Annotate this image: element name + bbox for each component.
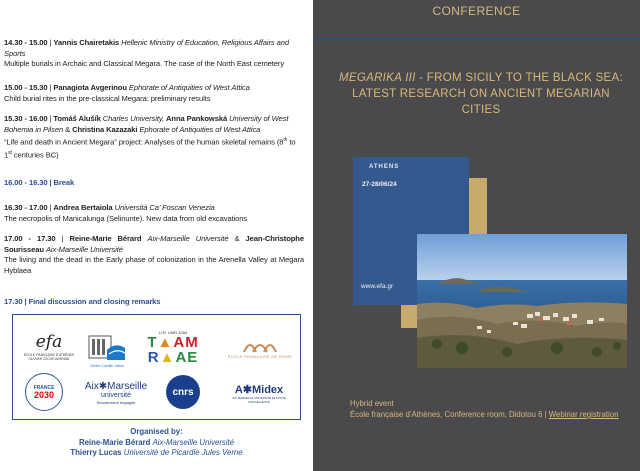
program-entry-1: 14.30 - 15.00 | Yannis Chairetakis Hellenic Ministry of Education, Religious Affairs and Sports Multiple burials in Archaic and Classical Megara. The case of the North East cemetery	[4, 38, 304, 70]
program-entry-5: 17.00 - 17.30 | Reine-Marie Bérard Aix-Marseille Université & Jean-Christophe Sourisseau Aix-Marseille Université The living and the dead in the Early phase of colonization in the Arenella Valley at Megara Hyblaea	[4, 234, 304, 275]
centre-camille-jullian-logo: Centre Camille Jullian	[85, 325, 129, 373]
program-entry-3: 15.30 - 16.00 | Tomáš Alušík Charles University, Anna Pankowská University of West Bohemia in Pilsen & Christina Kazazaki Ephorate of Antiquities of West Attica “Life and death in Ancient Megara” project: Analyses of the human skeletal remains (8th to 1st centuries BC)	[4, 114, 304, 161]
closing-label: Final discussion and closing remarks	[28, 297, 161, 306]
talk-title: The necropolis of Manicalunga (Selinunte). New data from old excavations	[4, 213, 248, 223]
speaker-name: Anna Pankowská	[166, 114, 228, 123]
program-entry-2: 15.00 - 15.30 | Panagiota Avgerinou Ephorate of Antiquities of West Attica Child burial rites in the pre-classical Megara: preliminary results	[4, 83, 304, 104]
talk-title: “Life and death in Ancient Megara” project: Analyses of the human skeletal remains (8th to 1st centuries BC)	[4, 137, 296, 160]
speaker-name: Christina Kazazaki	[72, 124, 138, 134]
speaker-affiliation: Ephorate of Antiquities of West Attica	[128, 83, 250, 92]
event-dates: 27-28/06/24	[362, 181, 397, 188]
talk-title: The living and the dead in the Early phase of colonization in the Arenella Valley at Megara Hyblaea	[4, 255, 304, 275]
conference-header: CONFERENCE	[432, 4, 521, 18]
landscape-photo	[417, 234, 627, 368]
speaker-name: Tomáš Alušík	[53, 114, 101, 123]
entry-time: 15.00 - 15.30	[4, 83, 48, 92]
closing-entry: 17.30 | Final discussion and closing remarks	[4, 297, 161, 306]
entry-time: 16.00 - 16.30	[4, 178, 48, 187]
entry-time: 14.30 - 15.00	[4, 38, 48, 47]
talk-title: Multiple burials in Archaic and Classical Megara. The case of the North East cemetery	[4, 59, 285, 68]
organised-heading: Organised by:	[130, 427, 183, 436]
speaker-affiliation: Hellenic Ministry of Education, Religious Affairs and Sports	[4, 38, 290, 58]
program-entry-4: 16.30 - 17.00 | Andrea Bertaiola Università Ca’ Foscari Venezia The necropolis of Manicalunga (Selinunte). New data from old excavations	[4, 203, 304, 224]
speaker-affiliation: Aix-Marseille Université	[45, 244, 123, 254]
speaker-name: Yannis Chairetakis	[53, 38, 120, 47]
speaker-affiliation: University of West Bohemia in Pilsen	[4, 114, 289, 134]
venue-text: École française d’Athènes, Conference room, Didotou 6 |	[350, 410, 549, 419]
program-page	[0, 0, 313, 471]
organiser: Reine-Marie Bérard Aix-Marseille Université	[78, 437, 235, 447]
speaker-affiliation: Charles University,	[102, 114, 164, 123]
speaker-name: Andrea Bertaiola	[53, 203, 113, 212]
efr-logo: ÉCOLE FRANÇAISE DE ROME	[227, 325, 293, 369]
speaker-name: Jean-Christophe Sourisseau	[4, 234, 304, 254]
entry-time: 16.30 - 17.00	[4, 203, 48, 212]
speaker-name: Panagiota Avgerinou	[53, 83, 127, 92]
france-2030-logo: FRANCE 2030	[25, 373, 63, 411]
hybrid-label: Hybrid event	[350, 399, 394, 408]
organisers	[0, 427, 313, 459]
conference-title: MEGARIKA III - FROM SICILY TO THE BLACK SEA: LATEST RESEARCH ON ANCIENT MEGARIAN CITIES	[339, 72, 623, 116]
organiser: Thierry Lucas Université de Picardie Jules Verne	[70, 448, 243, 457]
break-entry: 16.00 - 16.30 | Break	[4, 178, 75, 187]
webinar-registration-link[interactable]: Webinar registration	[548, 410, 619, 419]
entry-time: 17.00 - 17.30	[4, 234, 56, 243]
divider-rule	[313, 38, 640, 40]
tram-rae-logo: U.R. UMR 4284 T▲AM R▲AE	[147, 329, 199, 366]
cover-page	[313, 0, 640, 471]
speaker-affiliation: Università Ca’ Foscari Venezia	[114, 203, 215, 212]
cnrs-logo: cnrs	[166, 375, 200, 409]
break-label: Break	[53, 178, 75, 187]
speaker-name: Reine-Marie Bérard	[69, 234, 142, 243]
website-link[interactable]: www.efa.gr	[361, 283, 394, 290]
amidex-logo: A✱Midex AIX-MARSEILLE UNIVERSITÉ INITIATIVE D’EXCELLENCE	[232, 383, 286, 404]
venue-info	[350, 398, 618, 420]
speaker-affiliation: Ephorate of Antiquities of West Attica	[139, 124, 261, 134]
city-label: ATHENS	[369, 164, 400, 170]
entry-time: 15.30 - 16.00	[4, 114, 48, 123]
speaker-affiliation: Aix-Marseille Université	[147, 234, 229, 243]
amu-logo: Aix✱Marseille université Socialement engagée	[84, 380, 148, 405]
talk-title: Child burial rites in the pre-classical Megara: preliminary results	[4, 93, 211, 103]
efa-logo: efa ÉCOLE FRANÇAISE D’ATHÈNES ΓΑΛΛΙΚΗ ΣΧΟΛΗ ΑΘΗΝΩΝ	[23, 331, 75, 361]
partner-logos	[12, 314, 301, 420]
entry-time: 17.30	[4, 297, 23, 306]
